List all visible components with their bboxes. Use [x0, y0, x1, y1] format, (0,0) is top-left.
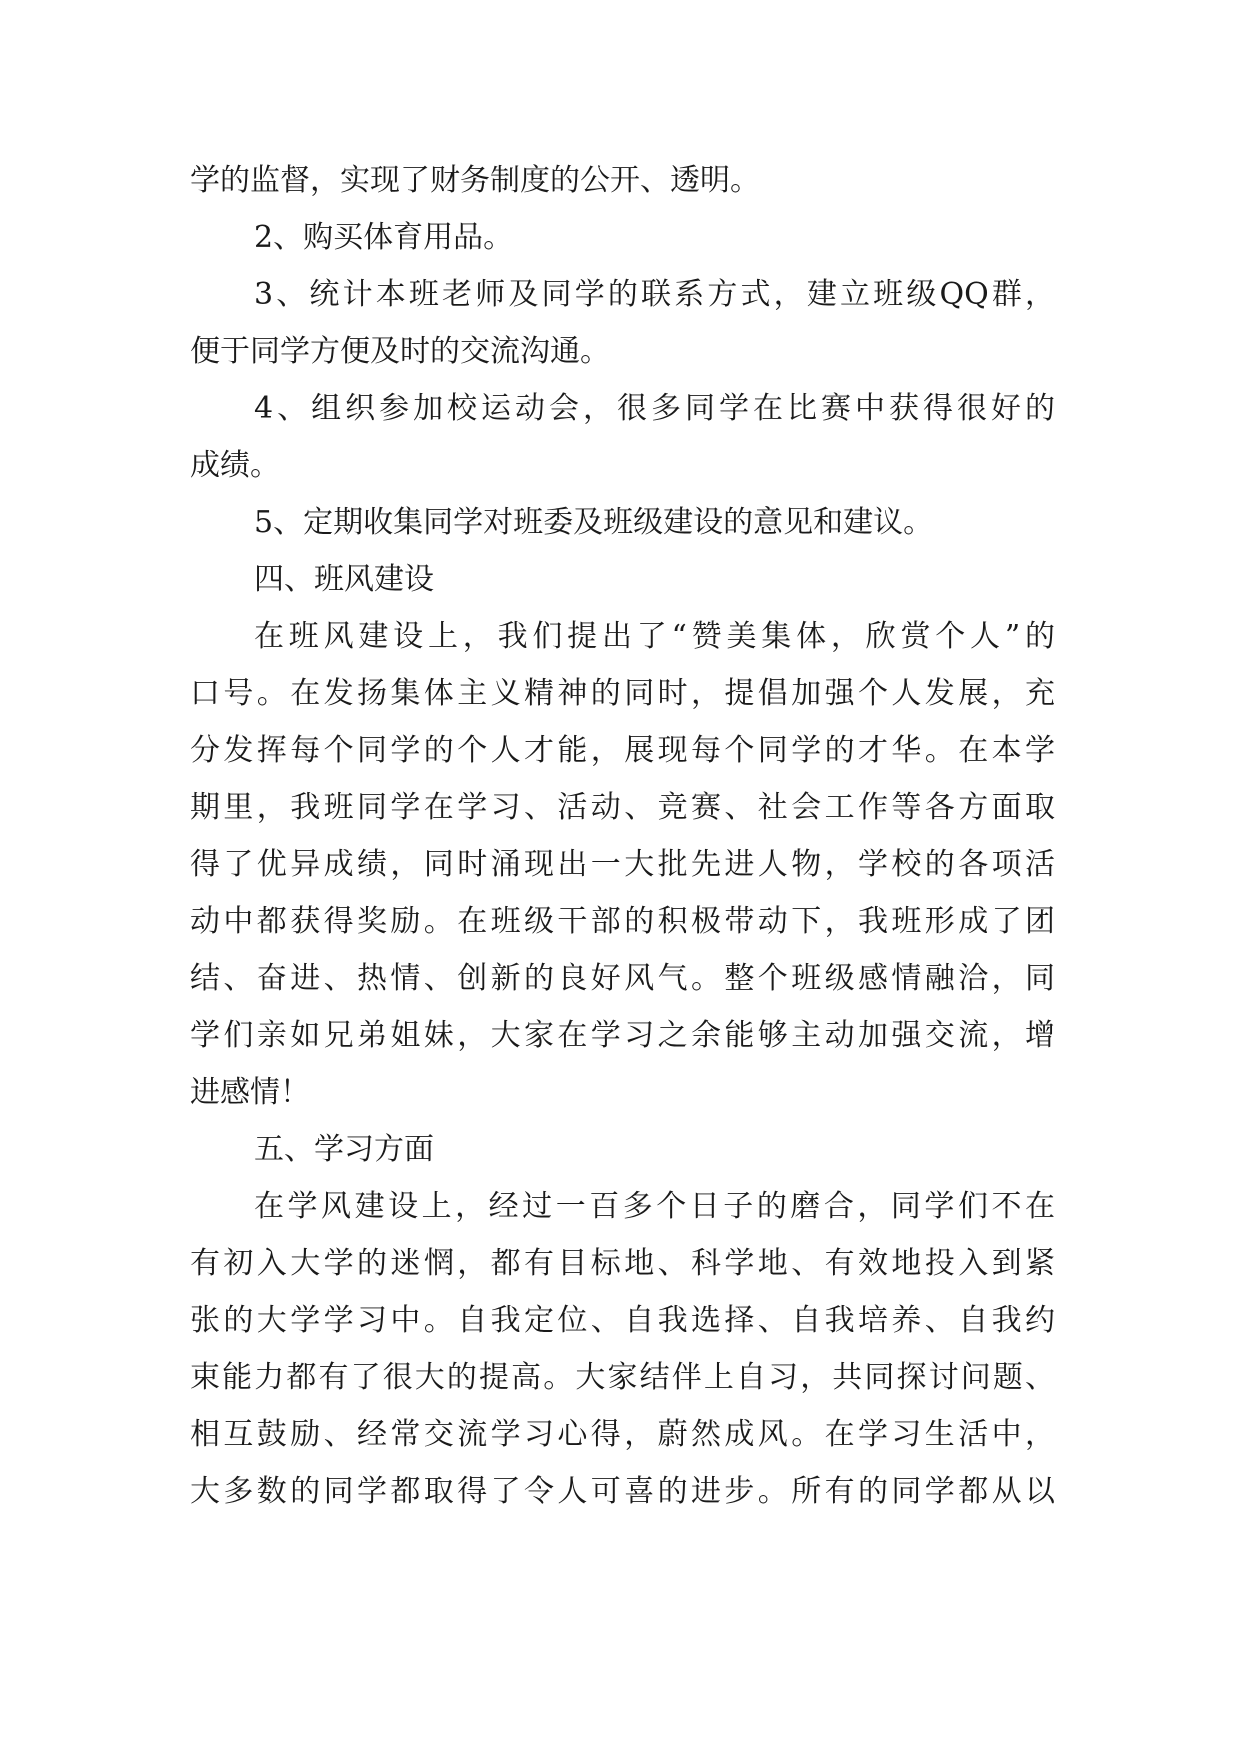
text-line: 口号。在发扬集体主义精神的同时，提倡加强个人发展，充: [190, 676, 1055, 711]
text-line: 3、统计本班老师及同学的联系方式，建立班级QQ群，: [254, 277, 1055, 312]
text-line: 相互鼓励、经常交流学习心得，蔚然成风。在学习生活中，: [190, 1417, 1055, 1452]
text-line: 学的监督，实现了财务制度的公开、透明。: [190, 163, 760, 198]
document-body: [190, 152, 1055, 1520]
text-line: 在班风建设上，我们提出了“赞美集体，欣赏个人”的: [254, 619, 1055, 654]
text-line: 张的大学学习中。自我定位、自我选择、自我培养、自我约: [190, 1303, 1055, 1338]
text-line: 得了优异成绩，同时涌现出一大批先进人物，学校的各项活: [190, 847, 1055, 882]
text-line: 进感情！: [190, 1075, 310, 1110]
text-line: 有初入大学的迷惘，都有目标地、科学地、有效地投入到紧: [190, 1246, 1055, 1281]
text-line: 分发挥每个同学的个人才能，展现每个同学的才华。在本学: [190, 733, 1055, 768]
text-line: 五、学习方面: [254, 1132, 434, 1167]
text-line: 便于同学方便及时的交流沟通。: [190, 334, 610, 369]
text-line: 大多数的同学都取得了令人可喜的进步。所有的同学都从以: [190, 1474, 1055, 1509]
text-line: 动中都获得奖励。在班级干部的积极带动下，我班形成了团: [190, 904, 1055, 939]
text-line: 4、组织参加校运动会，很多同学在比赛中获得很好的: [254, 391, 1055, 426]
text-line: 成绩。: [190, 448, 280, 483]
text-line: 5、定期收集同学对班委及班级建设的意见和建议。: [254, 505, 934, 540]
text-line: 束能力都有了很大的提高。大家结伴上自习，共同探讨问题、: [190, 1360, 1055, 1395]
text-line: 四、班风建设: [254, 562, 434, 597]
text-line: 结、奋进、热情、创新的良好风气。整个班级感情融洽，同: [190, 961, 1055, 996]
text-line: 2、购买体育用品。: [254, 220, 514, 255]
text-line: 期里，我班同学在学习、活动、竞赛、社会工作等各方面取: [190, 790, 1055, 825]
text-line: 学们亲如兄弟姐妹，大家在学习之余能够主动加强交流，增: [190, 1018, 1055, 1053]
text-line: 在学风建设上，经过一百多个日子的磨合，同学们不在: [254, 1189, 1055, 1224]
